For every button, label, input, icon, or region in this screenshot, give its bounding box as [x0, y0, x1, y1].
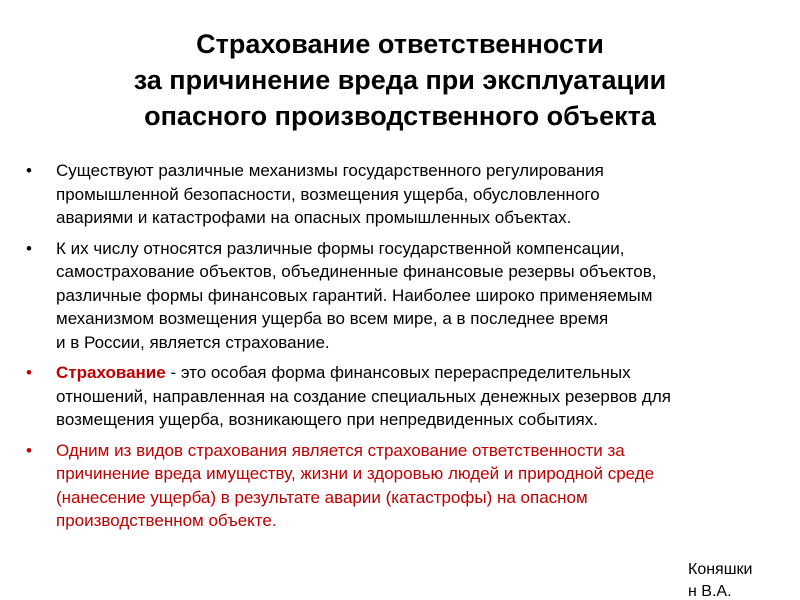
bullet-line: промышленной безопасности, возмещения ущерба, обусловленного	[56, 184, 600, 204]
bullet-line: Существуют различные механизмы государственного регулирования	[56, 161, 604, 180]
bullet-line: возмещения ущерба, возникающего при непредвиденных событиях.	[56, 410, 598, 429]
highlighted-term: Страхование	[56, 363, 166, 382]
bullet-line: механизмом возмещения ущерба во всем мире, а в последнее время	[56, 309, 609, 328]
title-line-1: Страхование ответственности	[196, 29, 604, 59]
bullet-line	[56, 361, 786, 385]
bullet-line: производственном объекте.	[56, 511, 277, 530]
bullet-line: авариями и катастрофами на опасных промышленных объектах.	[56, 208, 572, 227]
bullet-line: (нанесение ущерба) в результате аварии (катастрофы) на опасном	[56, 487, 588, 507]
title-line-3: опасного производственного объекта	[144, 101, 656, 131]
bullet-line: и в России, является страхование.	[56, 332, 330, 352]
bullet-line: К их числу относятся различные формы государственной компенсации,	[56, 238, 625, 258]
bullet-liability-insurance	[26, 439, 786, 533]
bullet-regulation-mechanisms	[26, 159, 786, 230]
bullet-marker: •	[26, 238, 32, 258]
bullet-line: Одним из видов страхования является страхование ответственности за	[56, 440, 625, 460]
bullet-marker: •	[26, 440, 32, 460]
author-credit	[688, 559, 753, 600]
bullet-compensation-forms	[26, 237, 786, 355]
bullet-line: самострахование объектов, объединенные финансовые резервы объектов,	[56, 262, 657, 281]
bullet-line: причинение вреда имуществу, жизни и здоровью людей и природной среде	[56, 464, 655, 483]
definition-text: - это особая форма финансовых перераспределительных	[165, 363, 631, 382]
bullet-marker: •	[26, 363, 32, 382]
title-line-2: за причинение вреда при эксплуатации	[133, 65, 667, 95]
bullet-list	[26, 159, 786, 540]
bullet-insurance-definition	[26, 361, 786, 432]
bullet-line: отношений, направленная на создание специальных денежных резервов для	[56, 386, 671, 406]
author-line-2: н В.А.	[688, 583, 732, 600]
bullet-marker: •	[26, 161, 32, 180]
slide-title	[0, 26, 800, 134]
author-line-1: Коняшки	[688, 561, 753, 578]
bullet-line: различные формы финансовых гарантий. Наиболее широко применяемым	[56, 285, 653, 305]
